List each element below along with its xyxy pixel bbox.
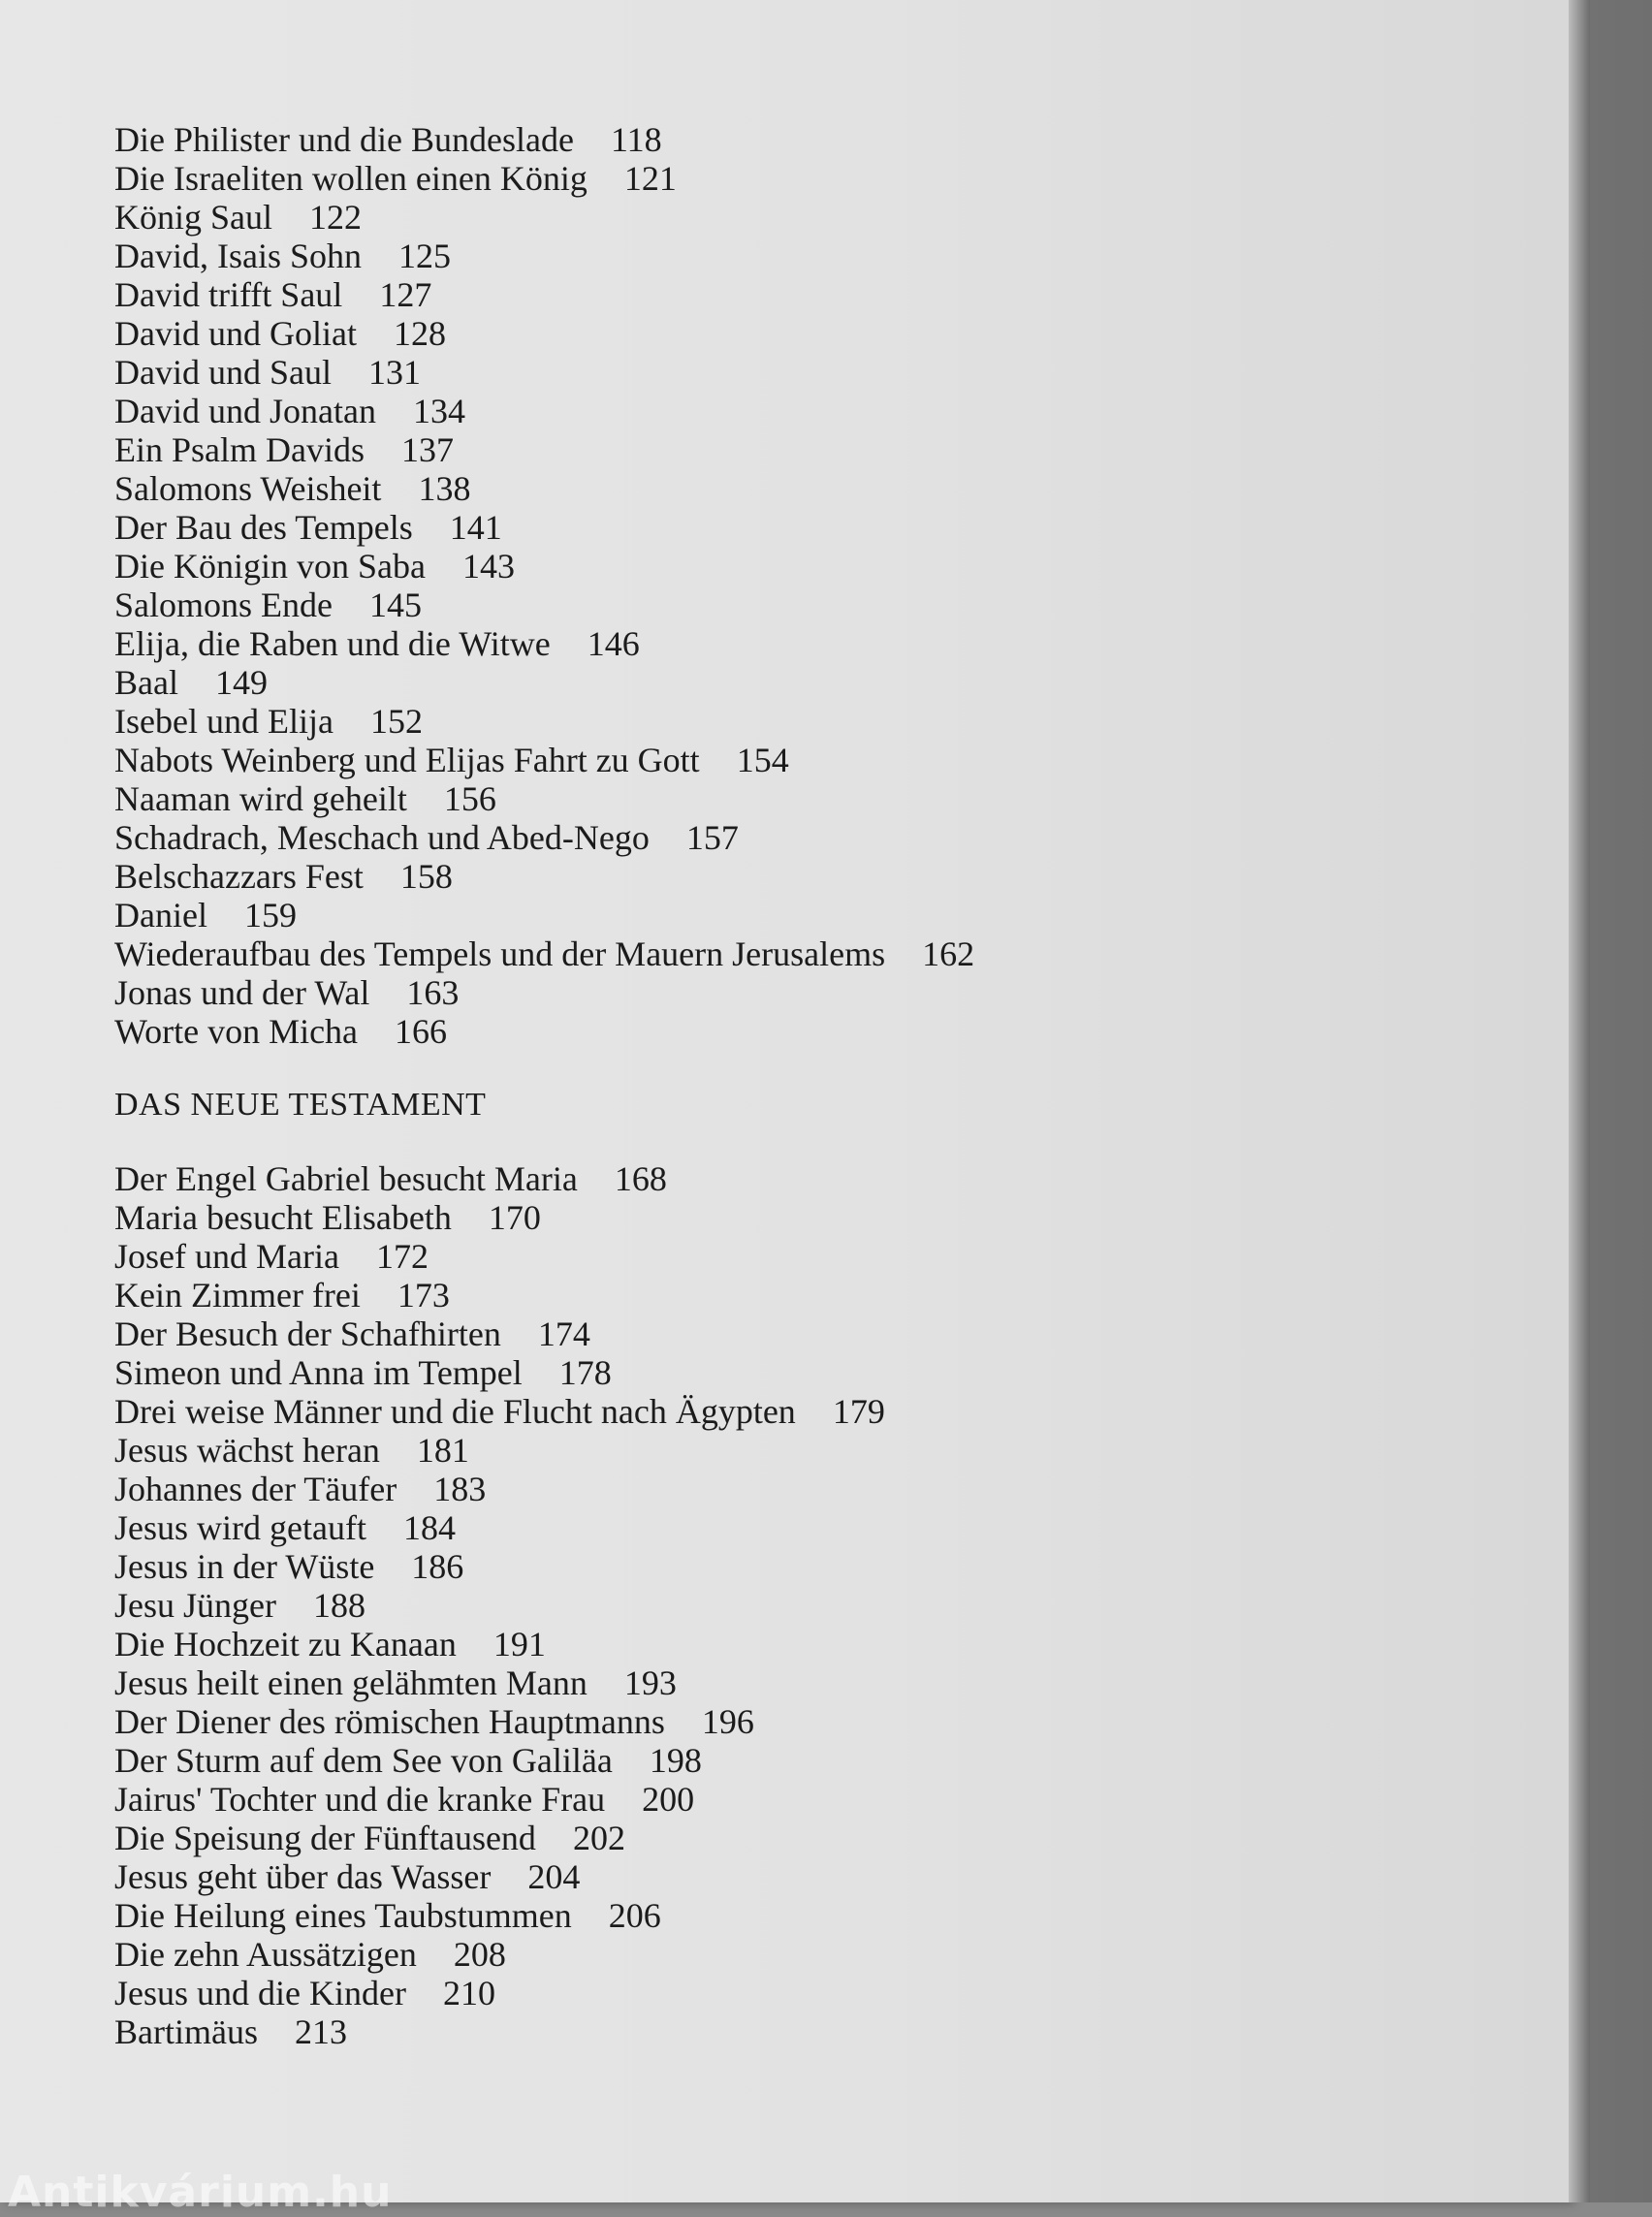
toc-entry-title: David trifft Saul	[114, 275, 343, 314]
toc-entry	[114, 1392, 1278, 1431]
toc-entry-page-number: 158	[399, 857, 453, 896]
toc-entry	[114, 508, 1278, 547]
toc-entry	[114, 1702, 1278, 1741]
toc-entry-title: David und Goliat	[114, 314, 357, 353]
toc-entry-page-number: 174	[537, 1314, 590, 1353]
toc-entry-title: David, Isais Sohn	[114, 237, 362, 275]
toc-entry-title: Die Königin von Saba	[114, 547, 426, 586]
toc-entry	[114, 1974, 1278, 2012]
toc-entry-title: Schadrach, Meschach und Abed-Nego	[114, 818, 650, 857]
page-edge	[1569, 0, 1590, 2202]
toc-entry	[114, 1935, 1278, 1974]
toc-entry-title: Ein Psalm Davids	[114, 430, 365, 469]
toc-entry-title: Simeon und Anna im Tempel	[114, 1353, 523, 1392]
toc-entry	[114, 1431, 1278, 1470]
toc-entry-page-number: 121	[623, 159, 677, 198]
toc-entry	[114, 198, 1278, 237]
toc-entry-title: David und Saul	[114, 353, 332, 392]
toc-entry-title: Die Heilung eines Taubstummen	[114, 1896, 572, 1935]
toc-entry-page-number: 179	[832, 1392, 885, 1431]
toc-entry-page-number: 186	[411, 1547, 464, 1586]
toc-entry-page-number: 208	[453, 1935, 506, 1974]
toc-entry-page-number: 137	[401, 430, 454, 469]
toc-entry	[114, 818, 1278, 857]
toc-entry	[114, 1896, 1278, 1935]
toc-entry-page-number: 145	[368, 586, 422, 624]
toc-entry	[114, 857, 1278, 896]
toc-entry-page-number: 181	[416, 1431, 469, 1470]
toc-entry-title: Salomons Weisheit	[114, 469, 382, 508]
toc-entry	[114, 663, 1278, 702]
toc-entry	[114, 392, 1278, 430]
toc-entry-page-number: 125	[398, 237, 451, 275]
toc-entry-title: Der Sturm auf dem See von Galiläa	[114, 1741, 613, 1780]
toc-entry	[114, 702, 1278, 741]
toc-entry	[114, 237, 1278, 275]
toc-entry	[114, 779, 1278, 818]
toc-entry-title: Der Besuch der Schafhirten	[114, 1314, 501, 1353]
toc-entry	[114, 741, 1278, 779]
toc-entry	[114, 973, 1278, 1012]
toc-entry-title: Jesus wächst heran	[114, 1431, 380, 1470]
toc-entry	[114, 469, 1278, 508]
toc-entry-page-number: 200	[642, 1780, 695, 1819]
toc-entry-page-number: 159	[243, 896, 297, 934]
toc-entry-title: Die Israeliten wollen einen König	[114, 159, 588, 198]
toc-entry	[114, 1857, 1278, 1896]
old-testament-list	[114, 120, 1278, 1051]
toc-entry-title: Kein Zimmer frei	[114, 1276, 361, 1314]
toc-entry-title: Maria besucht Elisabeth	[114, 1198, 452, 1237]
toc-entry-page-number: 168	[614, 1159, 667, 1198]
toc-entry-page-number: 210	[442, 1974, 495, 2012]
toc-entry-title: Der Diener des römischen Hauptmanns	[114, 1702, 665, 1741]
toc-entry	[114, 547, 1278, 586]
toc-entry-page-number: 193	[623, 1663, 677, 1702]
toc-entry	[114, 1586, 1278, 1625]
toc-entry-page-number: 166	[395, 1012, 448, 1051]
toc-entry	[114, 1198, 1278, 1237]
toc-entry-page-number: 122	[309, 198, 363, 237]
toc-entry	[114, 120, 1278, 159]
toc-entry	[114, 275, 1278, 314]
toc-entry-title: Naaman wird geheilt	[114, 779, 407, 818]
toc-entry	[114, 1508, 1278, 1547]
toc-entry	[114, 353, 1278, 392]
toc-entry-title: Jesus heilt einen gelähmten Mann	[114, 1663, 588, 1702]
toc-entry-page-number: 206	[608, 1896, 661, 1935]
toc-entry-title: Die Philister und die Bundeslade	[114, 120, 574, 159]
toc-entry-title: Jonas und der Wal	[114, 973, 370, 1012]
toc-entry-title: Baal	[114, 663, 178, 702]
toc-entry	[114, 1547, 1278, 1586]
toc-entry-title: König Saul	[114, 198, 273, 237]
toc-entry-page-number: 184	[402, 1508, 456, 1547]
toc-entry-title: Die zehn Aussätzigen	[114, 1935, 417, 1974]
toc-entry	[114, 624, 1278, 663]
toc-entry	[114, 1741, 1278, 1780]
toc-entry-title: Worte von Micha	[114, 1012, 359, 1051]
toc-entry	[114, 1819, 1278, 1857]
toc-entry	[114, 1276, 1278, 1314]
section-heading-new-testament: DAS NEUE TESTAMENT	[114, 1087, 487, 1123]
toc-entry-page-number: 154	[736, 741, 789, 779]
toc-entry-title: David und Jonatan	[114, 392, 376, 430]
toc-entry-page-number: 146	[587, 624, 640, 663]
toc-entry-page-number: 204	[527, 1857, 581, 1896]
toc-entry-page-number: 157	[685, 818, 739, 857]
toc-entry-title: Elija, die Raben und die Witwe	[114, 624, 551, 663]
toc-entry-page-number: 163	[406, 973, 460, 1012]
toc-entry-title: Johannes der Täufer	[114, 1470, 397, 1508]
toc-entry-page-number: 156	[443, 779, 496, 818]
toc-entry-title: Daniel	[114, 896, 207, 934]
toc-entry-title: Drei weise Männer und die Flucht nach Ägypten	[114, 1392, 796, 1431]
toc-entry-title: Jesu Jünger	[114, 1586, 276, 1625]
toc-entry	[114, 1353, 1278, 1392]
toc-entry-page-number: 149	[214, 663, 268, 702]
toc-entry-page-number: 191	[492, 1625, 546, 1663]
toc-entry-title: Jesus und die Kinder	[114, 1974, 406, 2012]
toc-entry-page-number: 143	[461, 547, 515, 586]
toc-entry	[114, 1159, 1278, 1198]
toc-entry-title: Jairus' Tochter und die kranke Frau	[114, 1780, 606, 1819]
toc-entry-title: Bartimäus	[114, 2012, 258, 2051]
toc-entry-page-number: 198	[649, 1741, 702, 1780]
toc-entry-title: Salomons Ende	[114, 586, 333, 624]
toc-entry	[114, 934, 1278, 973]
toc-entry-page-number: 183	[433, 1470, 487, 1508]
toc-entry-title: Der Bau des Tempels	[114, 508, 413, 547]
toc-entry	[114, 1780, 1278, 1819]
toc-entry	[114, 159, 1278, 198]
toc-entry-page-number: 188	[312, 1586, 365, 1625]
toc-entry-page-number: 213	[294, 2012, 347, 2051]
watermark: Antikvárium.hu	[8, 2168, 393, 2217]
toc-entry-page-number: 173	[397, 1276, 450, 1314]
toc-entry-page-number: 138	[418, 469, 471, 508]
toc-entry-page-number: 152	[369, 702, 423, 741]
toc-entry-title: Jesus wird getauft	[114, 1508, 366, 1547]
toc-entry-page-number: 178	[558, 1353, 612, 1392]
toc-entry-title: Isebel und Elija	[114, 702, 334, 741]
toc-entry-page-number: 162	[922, 934, 975, 973]
toc-entry-page-number: 170	[488, 1198, 541, 1237]
toc-entry-page-number: 202	[572, 1819, 625, 1857]
toc-entry	[114, 1237, 1278, 1276]
toc-entry	[114, 430, 1278, 469]
toc-entry	[114, 1663, 1278, 1702]
toc-entry-page-number: 128	[393, 314, 446, 353]
toc-entry	[114, 314, 1278, 353]
toc-entry-title: Josef und Maria	[114, 1237, 339, 1276]
toc-entry	[114, 1625, 1278, 1663]
toc-entry-page-number: 196	[701, 1702, 754, 1741]
toc-entry-title: Belschazzars Fest	[114, 857, 364, 896]
toc-entry-title: Der Engel Gabriel besucht Maria	[114, 1159, 578, 1198]
toc-entry	[114, 896, 1278, 934]
toc-entry	[114, 1470, 1278, 1508]
toc-entry-title: Wiederaufbau des Tempels und der Mauern Jerusalems	[114, 934, 886, 973]
toc-entry-title: Nabots Weinberg und Elijas Fahrt zu Gott	[114, 741, 700, 779]
toc-entry	[114, 1314, 1278, 1353]
toc-entry	[114, 1012, 1278, 1051]
toc-entry-title: Jesus in der Wüste	[114, 1547, 375, 1586]
toc-entry	[114, 586, 1278, 624]
toc-entry-title: Die Speisung der Fünftausend	[114, 1819, 536, 1857]
toc-entry-page-number: 172	[375, 1237, 429, 1276]
toc-entry-page-number: 134	[412, 392, 465, 430]
toc-entry-title: Jesus geht über das Wasser	[114, 1857, 492, 1896]
table-of-contents	[114, 120, 1278, 2051]
toc-entry-title: Die Hochzeit zu Kanaan	[114, 1625, 457, 1663]
toc-entry	[114, 2012, 1278, 2051]
toc-entry-page-number: 131	[367, 353, 421, 392]
toc-entry-page-number: 118	[610, 120, 662, 159]
toc-entry-page-number: 127	[379, 275, 432, 314]
toc-entry-page-number: 141	[449, 508, 502, 547]
new-testament-list	[114, 1159, 1278, 2051]
